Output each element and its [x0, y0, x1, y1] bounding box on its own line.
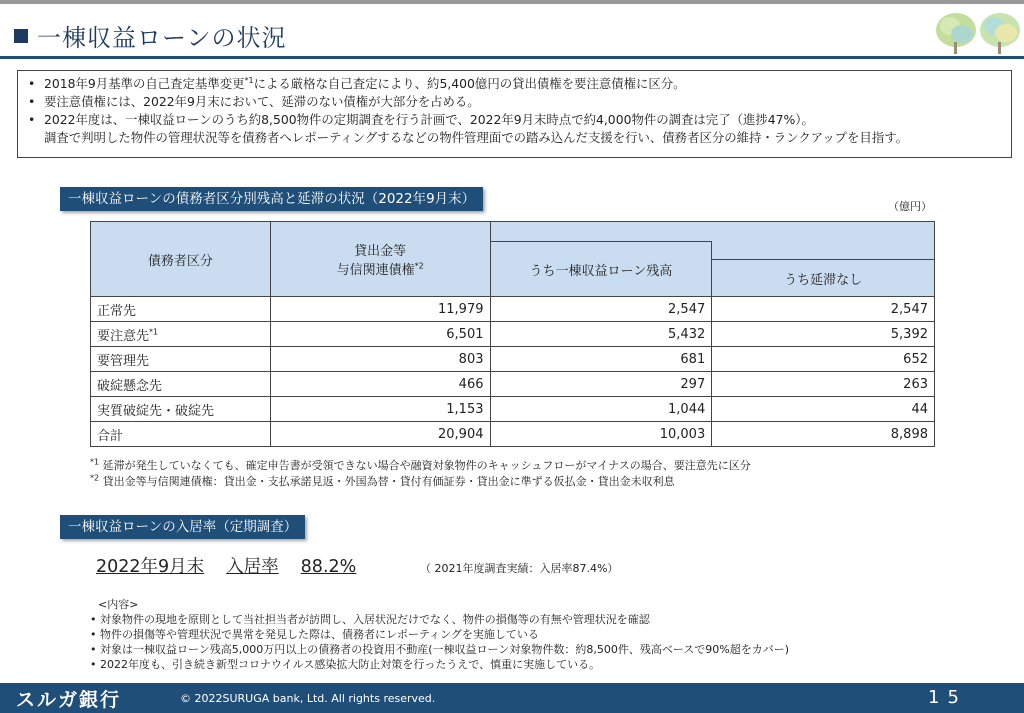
summary-bullet-3-continued: 調査で判明した物件の管理状況等を債務者へレポーティングするなどの物件管理面での踏み込んだ支援を行い、債務者区分の維持・ランクアップを目指す。	[44, 130, 908, 145]
table-section-title: 一棟収益ローンの債務者区分別残高と延滞の状況（2022年9月末）	[60, 187, 483, 211]
occupancy-value: 88.2%	[300, 557, 357, 577]
summary-bullet-1: • 2018年9月基準の自己査定基準変更$^{*1}$による厳格な自己査定により、約5,400億円の貸出債権を要注意債権に区分。	[26, 75, 1003, 93]
table-footnotes	[90, 458, 751, 490]
summary-bullet-2: • 要注意債権には、2022年9月末において、延滞のない債権が大部分を占める。	[26, 93, 1003, 111]
list-item: • 対象は一棟収益ローン残高5,000万円以上の債務者の投資用不動産(一棟収益ローン対象物件数：約8,500件、残高ベースで90%超をカバー)	[90, 643, 790, 656]
table-row: 実質破綻先・破綻先 1,153 1,044 44	[91, 397, 935, 422]
header-balance: うち一棟収益ローン残高	[490, 242, 712, 297]
title-square-icon	[14, 29, 28, 43]
details-heading: <内容>	[98, 598, 139, 611]
occupancy-details	[90, 597, 789, 672]
page-title	[14, 18, 287, 53]
header-top-band	[490, 222, 935, 242]
summary-box	[17, 70, 1012, 158]
list-item: • 2022年度も、引き続き新型コロナウイルス感染拡大防止対策を行ったうえで、慎重に実施している。	[90, 658, 601, 671]
table-row: 要注意先$^{*1}$ 6,501 5,432 5,392	[91, 322, 935, 347]
occupancy-rate	[96, 553, 356, 578]
occupancy-label: 入居率	[226, 557, 279, 577]
title-rule	[0, 56, 1024, 59]
footnote-1: $^{*1}$ 延滞が発生していなくても、確定申告書が受領できない場合や融資対象物件のキャッシュフローがマイナスの場合、要注意先に区分	[90, 457, 751, 472]
copyright: © 2022SURUGA bank, Ltd. All rights reserved.	[180, 692, 436, 705]
footer-bar	[0, 683, 1024, 713]
unit-label: （億円）	[888, 200, 932, 213]
footnote-2: $^{*2}$ 貸出金等与信関連債権：貸出金・支払承諾見返・外国為替・貸付有価証券・貸出金に準ずる仮払金・貸出金未収利息	[90, 473, 675, 488]
summary-bullet-3: • 2022年度は、一棟収益ローンのうち約8,500物件の定期調査を行う計画で、2022年9月末時点で約4,000物件の調査は完了（進捗47%）。	[26, 111, 1003, 129]
table-row: 破綻懸念先 466 297 263	[91, 372, 935, 397]
bank-logo: スルガ銀行	[16, 689, 122, 711]
list-item: • 対象物件の現地を原則として当社担当者が訪問し、入居状況だけでなく、物件の損傷等の有無や管理状況を確認	[90, 613, 650, 626]
header-no-delay: うち延滞なし	[712, 260, 935, 297]
header-category: 債務者区分	[91, 222, 271, 297]
table-total-row: 合計 20,904 10,003 8,898	[91, 422, 935, 447]
top-border	[0, 0, 1024, 4]
table-row: 要管理先 803 681 652	[91, 347, 935, 372]
header-loans: 貸出金等 与信関連債権$^{*2}$	[270, 222, 490, 297]
page-number: 15	[928, 687, 967, 708]
occupancy-prior-year: （ 2021年度調査実績：入居率87.4%）	[420, 562, 619, 575]
list-item: • 物件の損傷等や管理状況で異常を発見した際は、債務者にレポーティングを実施している	[90, 628, 539, 641]
trees-logo-icon	[932, 10, 1024, 56]
occupancy-period: 2022年9月末	[96, 557, 205, 577]
table-row: 正常先 11,979 2,547 2,547	[91, 297, 935, 322]
occupancy-section-title: 一棟収益ローンの入居率（定期調査）	[60, 515, 305, 539]
borrower-category-table	[90, 221, 935, 447]
page-title-text: 一棟収益ローンの状況	[37, 24, 287, 52]
header-mid-band	[712, 242, 935, 260]
